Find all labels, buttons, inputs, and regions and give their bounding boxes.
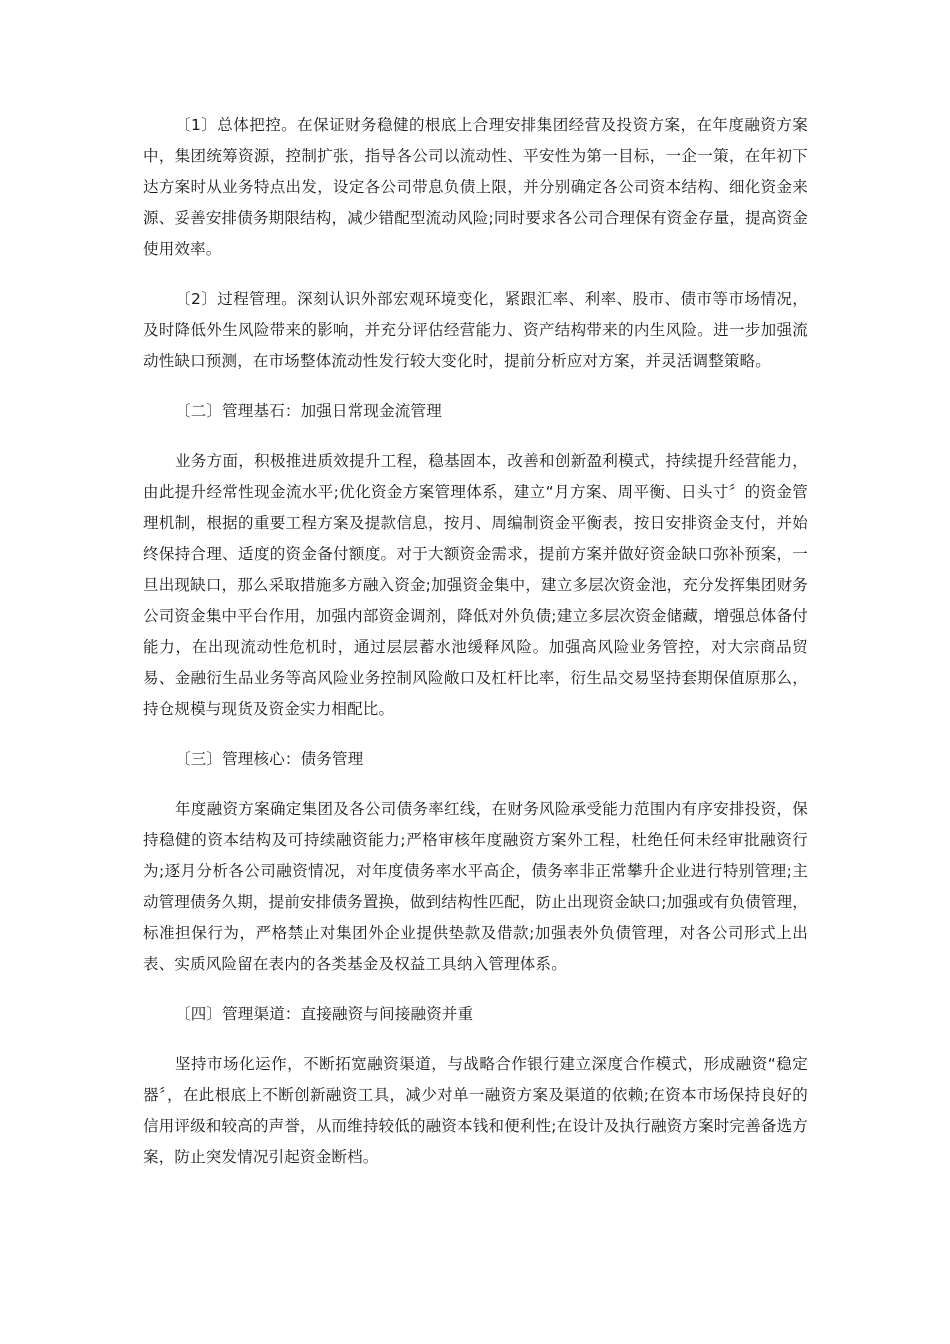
section-heading-debt: 〔三〕管理核心：债务管理: [175, 750, 364, 768]
paragraph-debt-management: 年度融资方案确定集团及各公司债务率红线，在财务风险承受能力范围内有序安排投资，保持稳健的资本结构及可持续融资能力;严格审核年度融资方案外工程，杜绝任何未经审批融资行为;逐月分析各公司融资情况，对年度债务率水平高企，债务率非正常攀升企业进行特别管理;主动管理债务久期，提前安排债务置换，做到结构性匹配，防止出现资金缺口;加强或有负债管理，标准担保行为，严格禁止对集团外企业提供垫款及借款;加强表外负债管理，对各公司形式上出表、实质风险留在表内的各类基金及权益工具纳入管理体系。: [143, 800, 808, 973]
section-heading-financing-channels: 〔四〕管理渠道：直接融资与间接融资并重: [175, 1005, 474, 1023]
paragraph-financing-channels: 坚持市场化运作，不断拓宽融资渠道，与战略合作银行建立深度合作模式，形成融资“稳定器〞，在此根底上不断创新融资工具，减少对单一融资方案及渠道的依赖;在资本市场保持良好的信用评级和较高的声誉，从而维持较低的融资本钱和便利性;在设计及执行融资方案时完善备选方案，防止突发情况引起资金断档。: [143, 1055, 808, 1166]
paragraph-overall-control: 〔1〕总体把控。在保证财务稳健的根底上合理安排集团经营及投资方案，在年度融资方案中，集团统筹资源，控制扩张，指导各公司以流动性、平安性为第一目标，一企一策，在年初下达方案时从业务特点出发，设定各公司带息负债上限，并分别确定各公司资本结构、细化资金来源、妥善安排债务期限结构，减少错配型流动风险;同时要求各公司合理保有资金存量，提高资金使用效率。: [143, 116, 808, 258]
section-heading-cashflow: 〔二〕管理基石：加强日常现金流管理: [175, 402, 442, 420]
paragraph-cashflow-management: 业务方面，积极推进质效提升工程，稳基固本，改善和创新盈利模式，持续提升经营能力，由此提升经常性现金流水平;优化资金方案管理体系，建立“月方案、周平衡、日头寸〞的资金管理机制，根据的重要工程方案及提款信息，按月、周编制资金平衡表，按日安排资金支付，并始终保持合理、适度的资金备付额度。对于大额资金需求，提前方案并做好资金缺口弥补预案，一旦出现缺口，那么采取措施多方融入资金;加强资金集中，建立多层次资金池，充分发挥集团财务公司资金集中平台作用，加强内部资金调剂，降低对外负债;建立多层次资金储藏，增强总体备付能力，在出现流动性危机时，通过层层蓄水池缓释风险。加强高风险业务管控，对大宗商品贸易、金融衍生品业务等高风险业务控制风险敞口及杠杆比率，衍生品交易坚持套期保值原那么，持仓规模与现货及资金实力相配比。: [143, 452, 808, 718]
document-body: [143, 110, 808, 1192]
paragraph-process-management: 〔2〕过程管理。深刻认识外部宏观环境变化，紧跟汇率、利率、股市、债市等市场情况，及时降低外生风险带来的影响，并充分评估经营能力、资产结构带来的内生风险。进一步加强流动性缺口预测，在市场整体流动性发行较大变化时，提前分析应对方案，并灵活调整策略。: [143, 290, 808, 370]
